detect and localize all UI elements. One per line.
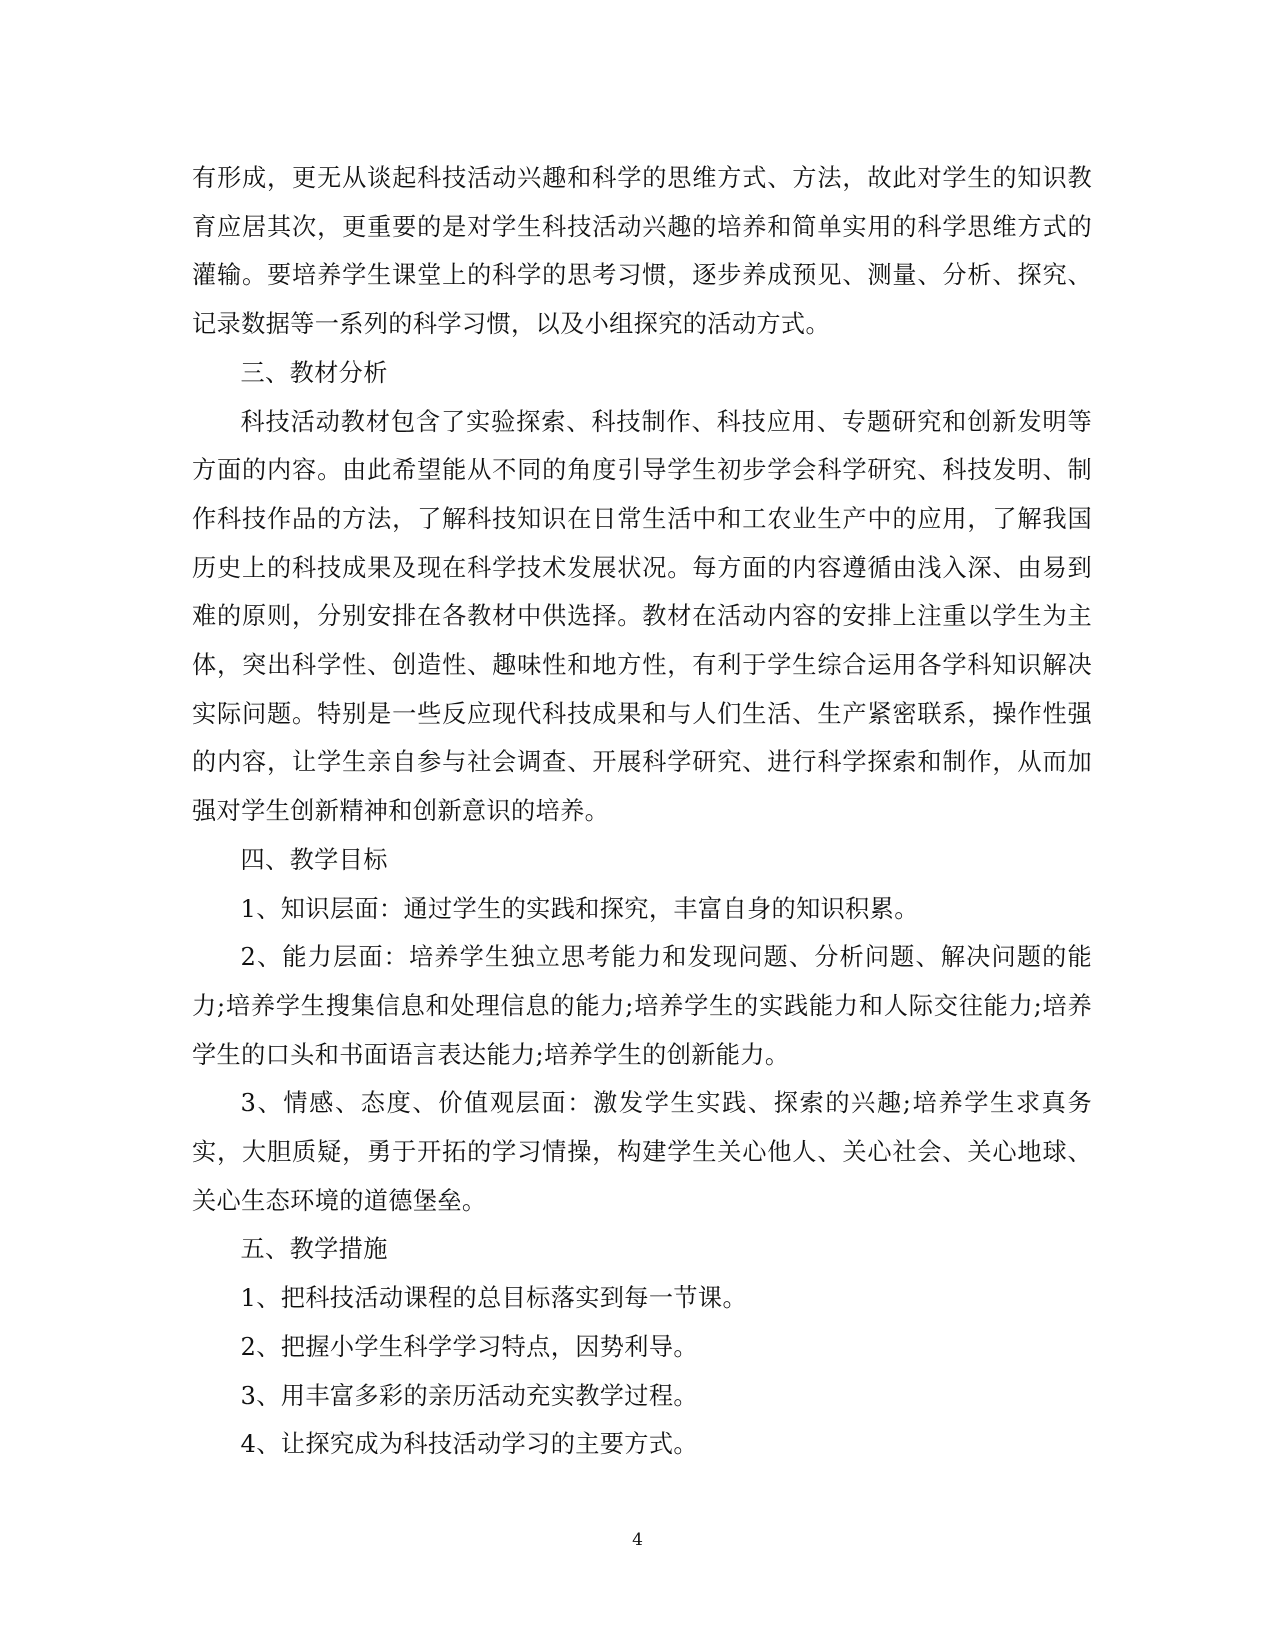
section-heading-textbook-analysis: 三、教材分析 (240, 358, 388, 387)
page-number: 4 (632, 1530, 643, 1550)
goal-item-knowledge: 1、知识层面：通过学生的实践和探究，丰富自身的知识积累。 (240, 894, 919, 923)
section-heading-teaching-goals: 四、教学目标 (240, 845, 388, 874)
body-text (192, 154, 1092, 1469)
paragraph-textbook-analysis: 科技活动教材包含了实验探索、科技制作、科技应用、专题研究和创新发明等方面的内容。由此希望能从不同的角度引导学生初步学会科学研究、科技发明、制作科技作品的方法，了解科技知识在日常生活中和工农业生产中的应用，了解我国历史上的科技成果及现在科学技术发展状况。每方面的内容遵循由浅入深、由易到难的原则，分别安排在各教材中供选择。教材在活动内容的安排上注重以学生为主体，突出科学性、创造性、趣味性和地方性，有利于学生综合运用各学科知识解决实际问题。特别是一些反应现代科技成果和与人们生活、生产紧密联系，操作性强的内容，让学生亲自参与社会调查、开展科学研究、进行科学探索和制作，从而加强对学生创新精神和创新意识的培养。 (192, 407, 1092, 826)
measure-item-1: 1、把科技活动课程的总目标落实到每一节课。 (240, 1284, 747, 1313)
paragraph-continuation: 有形成，更无从谈起科技活动兴趣和科学的思维方式、方法，故此对学生的知识教育应居其次，更重要的是对学生科技活动兴趣的培养和简单实用的科学思维方式的灌输。要培养学生课堂上的科学的思考习惯，逐步养成预见、测量、分析、探究、记录数据等一系列的科学习惯，以及小组探究的活动方式。 (192, 164, 1092, 339)
goal-item-attitude: 3、情感、态度、价值观层面：激发学生实践、探索的兴趣;培养学生求真务实，大胆质疑，勇于开拓的学习情操，构建学生关心他人、关心社会、关心地球、关心生态环境的道德堡垒。 (192, 1089, 1092, 1215)
section-heading-teaching-measures: 五、教学措施 (240, 1235, 388, 1264)
measure-item-4: 4、让探究成为科技活动学习的主要方式。 (240, 1430, 698, 1459)
measure-item-3: 3、用丰富多彩的亲历活动充实教学过程。 (240, 1381, 698, 1410)
goal-item-ability: 2、能力层面：培养学生独立思考能力和发现问题、分析问题、解决问题的能力;培养学生搜集信息和处理信息的能力;培养学生的实践能力和人际交往能力;培养学生的口头和书面语言表达能力;培养学生的创新能力。 (192, 943, 1092, 1069)
measure-item-2: 2、把握小学生科学学习特点，因势利导。 (240, 1332, 698, 1361)
